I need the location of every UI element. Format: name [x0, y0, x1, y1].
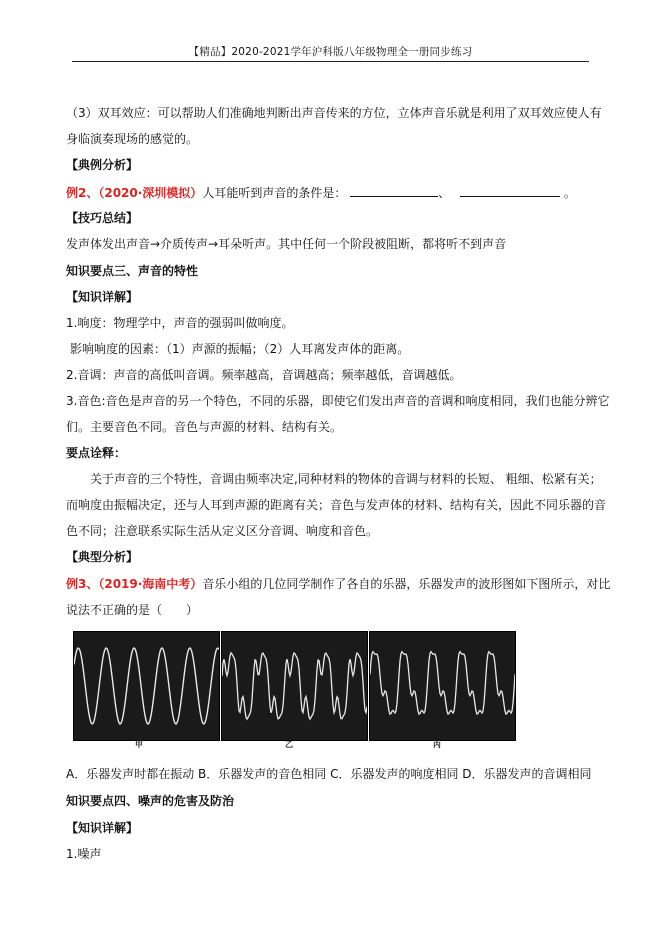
waveform-jia-graph	[74, 632, 219, 740]
paragraph-binaural: （3）双耳效应：可以帮助人们准确地判断出声音传来的方位，立体声音乐就是利用了双耳效应使人有	[66, 106, 602, 120]
example-2-end: 。	[563, 186, 576, 200]
key-point-line-2: 而响度由振幅决定，还与人耳到声源的距离有关；音色与发声体的材料、结构有关，因此不同乐器的音	[66, 498, 607, 512]
detail-loudness: 1.响度：物理学中，声音的强弱叫做响度。	[66, 316, 294, 330]
detail-pitch: 2.音调：声音的高低叫音调。频率越高，音调越高；频率越低，音调越低。	[66, 368, 462, 382]
waveform-label-bing: 丙	[433, 740, 441, 749]
heading-knowledge-detail-2: 【知识详解】	[66, 821, 139, 835]
key-point-line-3: 色不同；注意联系实际生活从定义区分音调、响度和音色。	[66, 524, 379, 538]
skill-summary-text: 发声体发出声音→介质传声→耳朵听声。其中任何一个阶段被阻断，都将听不到声音	[66, 237, 507, 251]
answer-blank-2[interactable]	[460, 184, 560, 197]
waveform-panel-yi	[221, 631, 368, 741]
example-2-separator: 、	[438, 186, 451, 200]
detail-loudness-factors: 影响响度的因素：（1）声源的振幅；（2）人耳离发声体的距离。	[70, 342, 410, 356]
section-point-3: 知识要点三、声音的特性	[66, 264, 199, 278]
waveform-panel-bing	[369, 631, 516, 741]
heading-example-analysis: 【典例分析】	[66, 158, 139, 172]
answer-blank-1[interactable]	[350, 184, 438, 197]
heading-skill-summary: 【技巧总结】	[66, 211, 139, 225]
example-3-label: 例3、（2019·海南中考）	[66, 577, 203, 591]
answer-options: A．乐器发声时都在振动 B．乐器发声的音色相同 C．乐器发声的响度相同 D．乐器发声的音调相同	[66, 767, 592, 781]
waveform-panel-jia	[73, 631, 220, 741]
example-2	[66, 184, 596, 201]
waveform-figure	[73, 631, 517, 747]
detail-timbre-cont: 们。主要音色不同。音色与声源的材料、结构有关。	[66, 420, 343, 434]
heading-knowledge-detail-1: 【知识详解】	[66, 290, 139, 304]
detail-timbre: 3.音色:音色是声音的另一个特色，不同的乐器，即使它们发出声音的音调和响度相同，我们也能分辨它	[66, 394, 610, 408]
waveform-bing-graph	[370, 632, 515, 740]
example-3-text: 音乐小组的几位同学制作了各自的乐器，乐器发声的波形图如下图所示，对比	[202, 577, 611, 591]
waveform-yi-graph	[222, 632, 367, 740]
example-2-label: 例2、（2020·深圳模拟）	[66, 186, 203, 200]
heading-typical-analysis: 【典型分析】	[66, 550, 139, 564]
page-header: 【精品】2020-2021学年沪科版八年级物理全一册同步练习	[188, 46, 473, 58]
detail-noise: 1.噪声	[66, 847, 102, 861]
header-divider	[72, 61, 589, 62]
heading-key-points: 要点诠释：	[66, 446, 127, 460]
waveform-label-jia: 甲	[135, 740, 143, 749]
waveform-label-yi: 乙	[285, 740, 293, 749]
example-3	[66, 576, 611, 592]
key-point-line-1: 关于声音的三个特性，音调由频率决定,同种材料的物体的音调与材料的长短、 粗细、松紧有关；	[90, 472, 602, 486]
section-point-4: 知识要点四、噪声的危害及防治	[66, 794, 235, 808]
paragraph-binaural-cont: 身临演奏现场的感觉的。	[66, 132, 199, 146]
example-2-text: 人耳能听到声音的条件是：	[202, 186, 347, 200]
example-3-question: 说法不正确的是（ ）	[66, 603, 199, 617]
